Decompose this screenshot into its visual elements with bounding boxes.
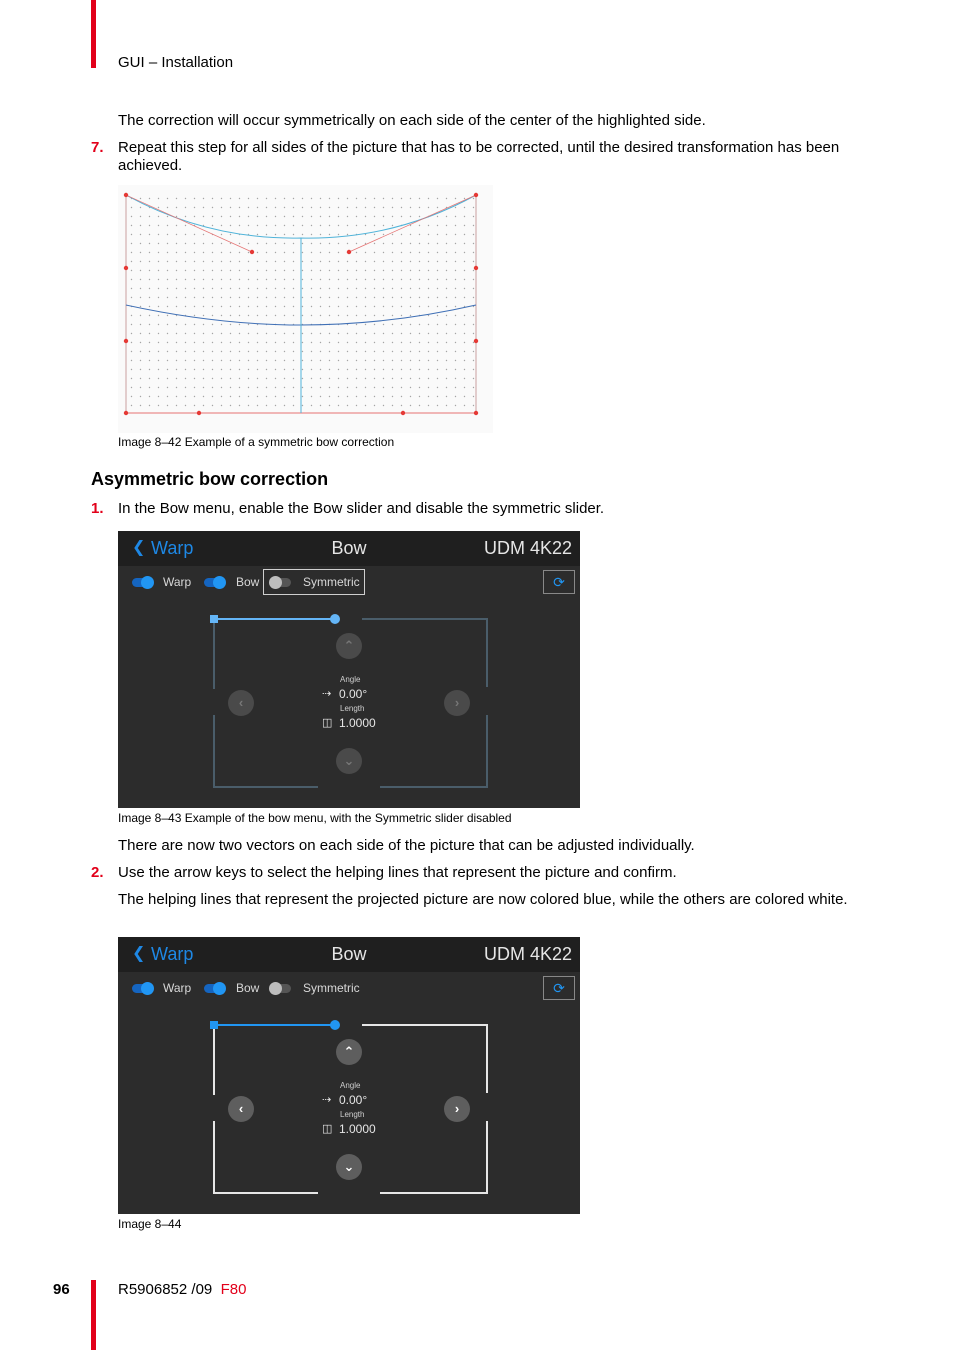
figure-caption: Image 8–42 Example of a symmetric bow correction xyxy=(118,435,395,449)
length-label: Length xyxy=(340,704,365,713)
length-icon: ◫ xyxy=(322,717,333,729)
paragraph: The correction will occur symmetrically on each side of the center of the highlighted side. xyxy=(118,112,706,129)
paragraph: The helping lines that represent the projected picture are now colored blue, while the others are colored white. xyxy=(118,891,848,908)
chevron-down-icon: ⌄ xyxy=(343,753,355,768)
bow-menu-screenshot xyxy=(118,937,580,1214)
step-text: In the Bow menu, enable the Bow slider and disable the symmetric slider. xyxy=(118,500,605,517)
chevron-left-icon[interactable]: ❮ xyxy=(132,945,146,962)
angle-value: 0.00° xyxy=(339,1093,368,1107)
reset-icon: ⟳ xyxy=(553,980,565,996)
arrow-up-button[interactable] xyxy=(336,633,362,659)
chevron-right-icon: › xyxy=(454,1101,460,1116)
angle-icon: ⇢ xyxy=(322,688,332,700)
arrow-up-button[interactable] xyxy=(336,1039,362,1065)
chevron-left-icon[interactable]: ❮ xyxy=(132,539,146,556)
chevron-right-icon: › xyxy=(454,695,460,710)
step-text: Use the arrow keys to select the helping lines that represent the picture and confirm. xyxy=(118,864,677,881)
back-button[interactable]: Warp xyxy=(151,538,194,558)
bow-diagram-figure xyxy=(118,185,493,433)
doc-number: R5906852 /09 xyxy=(118,1281,213,1298)
bottom-red-bar xyxy=(91,1280,96,1350)
angle-value: 0.00° xyxy=(339,687,368,701)
document-id xyxy=(118,1281,246,1298)
figure-caption: Image 8–44 xyxy=(118,1217,182,1231)
arrow-right-button[interactable] xyxy=(444,1096,470,1122)
angle-label: Angle xyxy=(340,675,361,684)
bow-diagram xyxy=(118,185,493,433)
step-number: 7. xyxy=(91,139,104,156)
bow-corner-handle xyxy=(210,615,218,623)
paragraph: There are now two vectors on each side of the picture that can be adjusted individually. xyxy=(118,837,695,854)
page-number: 96 xyxy=(53,1281,70,1298)
bow-corner-handle xyxy=(210,1021,218,1029)
arrow-right-button[interactable] xyxy=(444,690,470,716)
chevron-left-icon: ‹ xyxy=(238,1101,244,1116)
menu-title: Bow xyxy=(331,538,367,558)
length-label: Length xyxy=(340,1110,365,1119)
projector-model: UDM 4K22 xyxy=(483,538,572,558)
angle-icon: ⇢ xyxy=(322,1094,332,1106)
arrow-left-button[interactable] xyxy=(228,690,254,716)
section-header: GUI – Installation xyxy=(118,54,234,71)
menu-title: Bow xyxy=(331,944,367,964)
figure-caption: Image 8–43 Example of the bow menu, with the Symmetric slider disabled xyxy=(118,811,512,825)
top-red-bar xyxy=(91,0,96,68)
projector-model: UDM 4K22 xyxy=(483,944,572,964)
length-value: 1.0000 xyxy=(339,716,376,730)
step-number: 1. xyxy=(91,500,104,517)
warp-toggle-label: Warp xyxy=(163,575,192,589)
chevron-up-icon: ⌃ xyxy=(343,1044,355,1059)
length-value: 1.0000 xyxy=(339,1122,376,1136)
product-model: F80 xyxy=(220,1281,247,1298)
arrow-left-button[interactable] xyxy=(228,1096,254,1122)
length-icon: ◫ xyxy=(322,1123,333,1135)
bow-vector-handle xyxy=(330,1020,340,1030)
bow-toggle-label: Bow xyxy=(236,575,260,589)
step-number: 2. xyxy=(91,864,104,881)
section-heading: Asymmetric bow correction xyxy=(91,469,329,489)
arrow-down-button[interactable] xyxy=(336,1154,362,1180)
step-text: Repeat this step for all sides of the picture that has to be corrected, until the desired transformation has been achieved. xyxy=(118,139,840,174)
chevron-up-icon: ⌃ xyxy=(343,638,355,653)
warp-toggle-label: Warp xyxy=(163,981,192,995)
symmetric-toggle-label: Symmetric xyxy=(303,575,360,589)
symmetric-toggle-label: Symmetric xyxy=(303,981,360,995)
back-button[interactable]: Warp xyxy=(151,944,194,964)
chevron-down-icon: ⌄ xyxy=(343,1159,355,1174)
bow-toggle-label: Bow xyxy=(236,981,260,995)
bow-vector-handle xyxy=(330,614,340,624)
chevron-left-icon: ‹ xyxy=(238,695,244,710)
reset-icon: ⟳ xyxy=(553,574,565,590)
bow-menu-screenshot xyxy=(118,531,580,808)
angle-label: Angle xyxy=(340,1081,361,1090)
arrow-down-button[interactable] xyxy=(336,748,362,774)
